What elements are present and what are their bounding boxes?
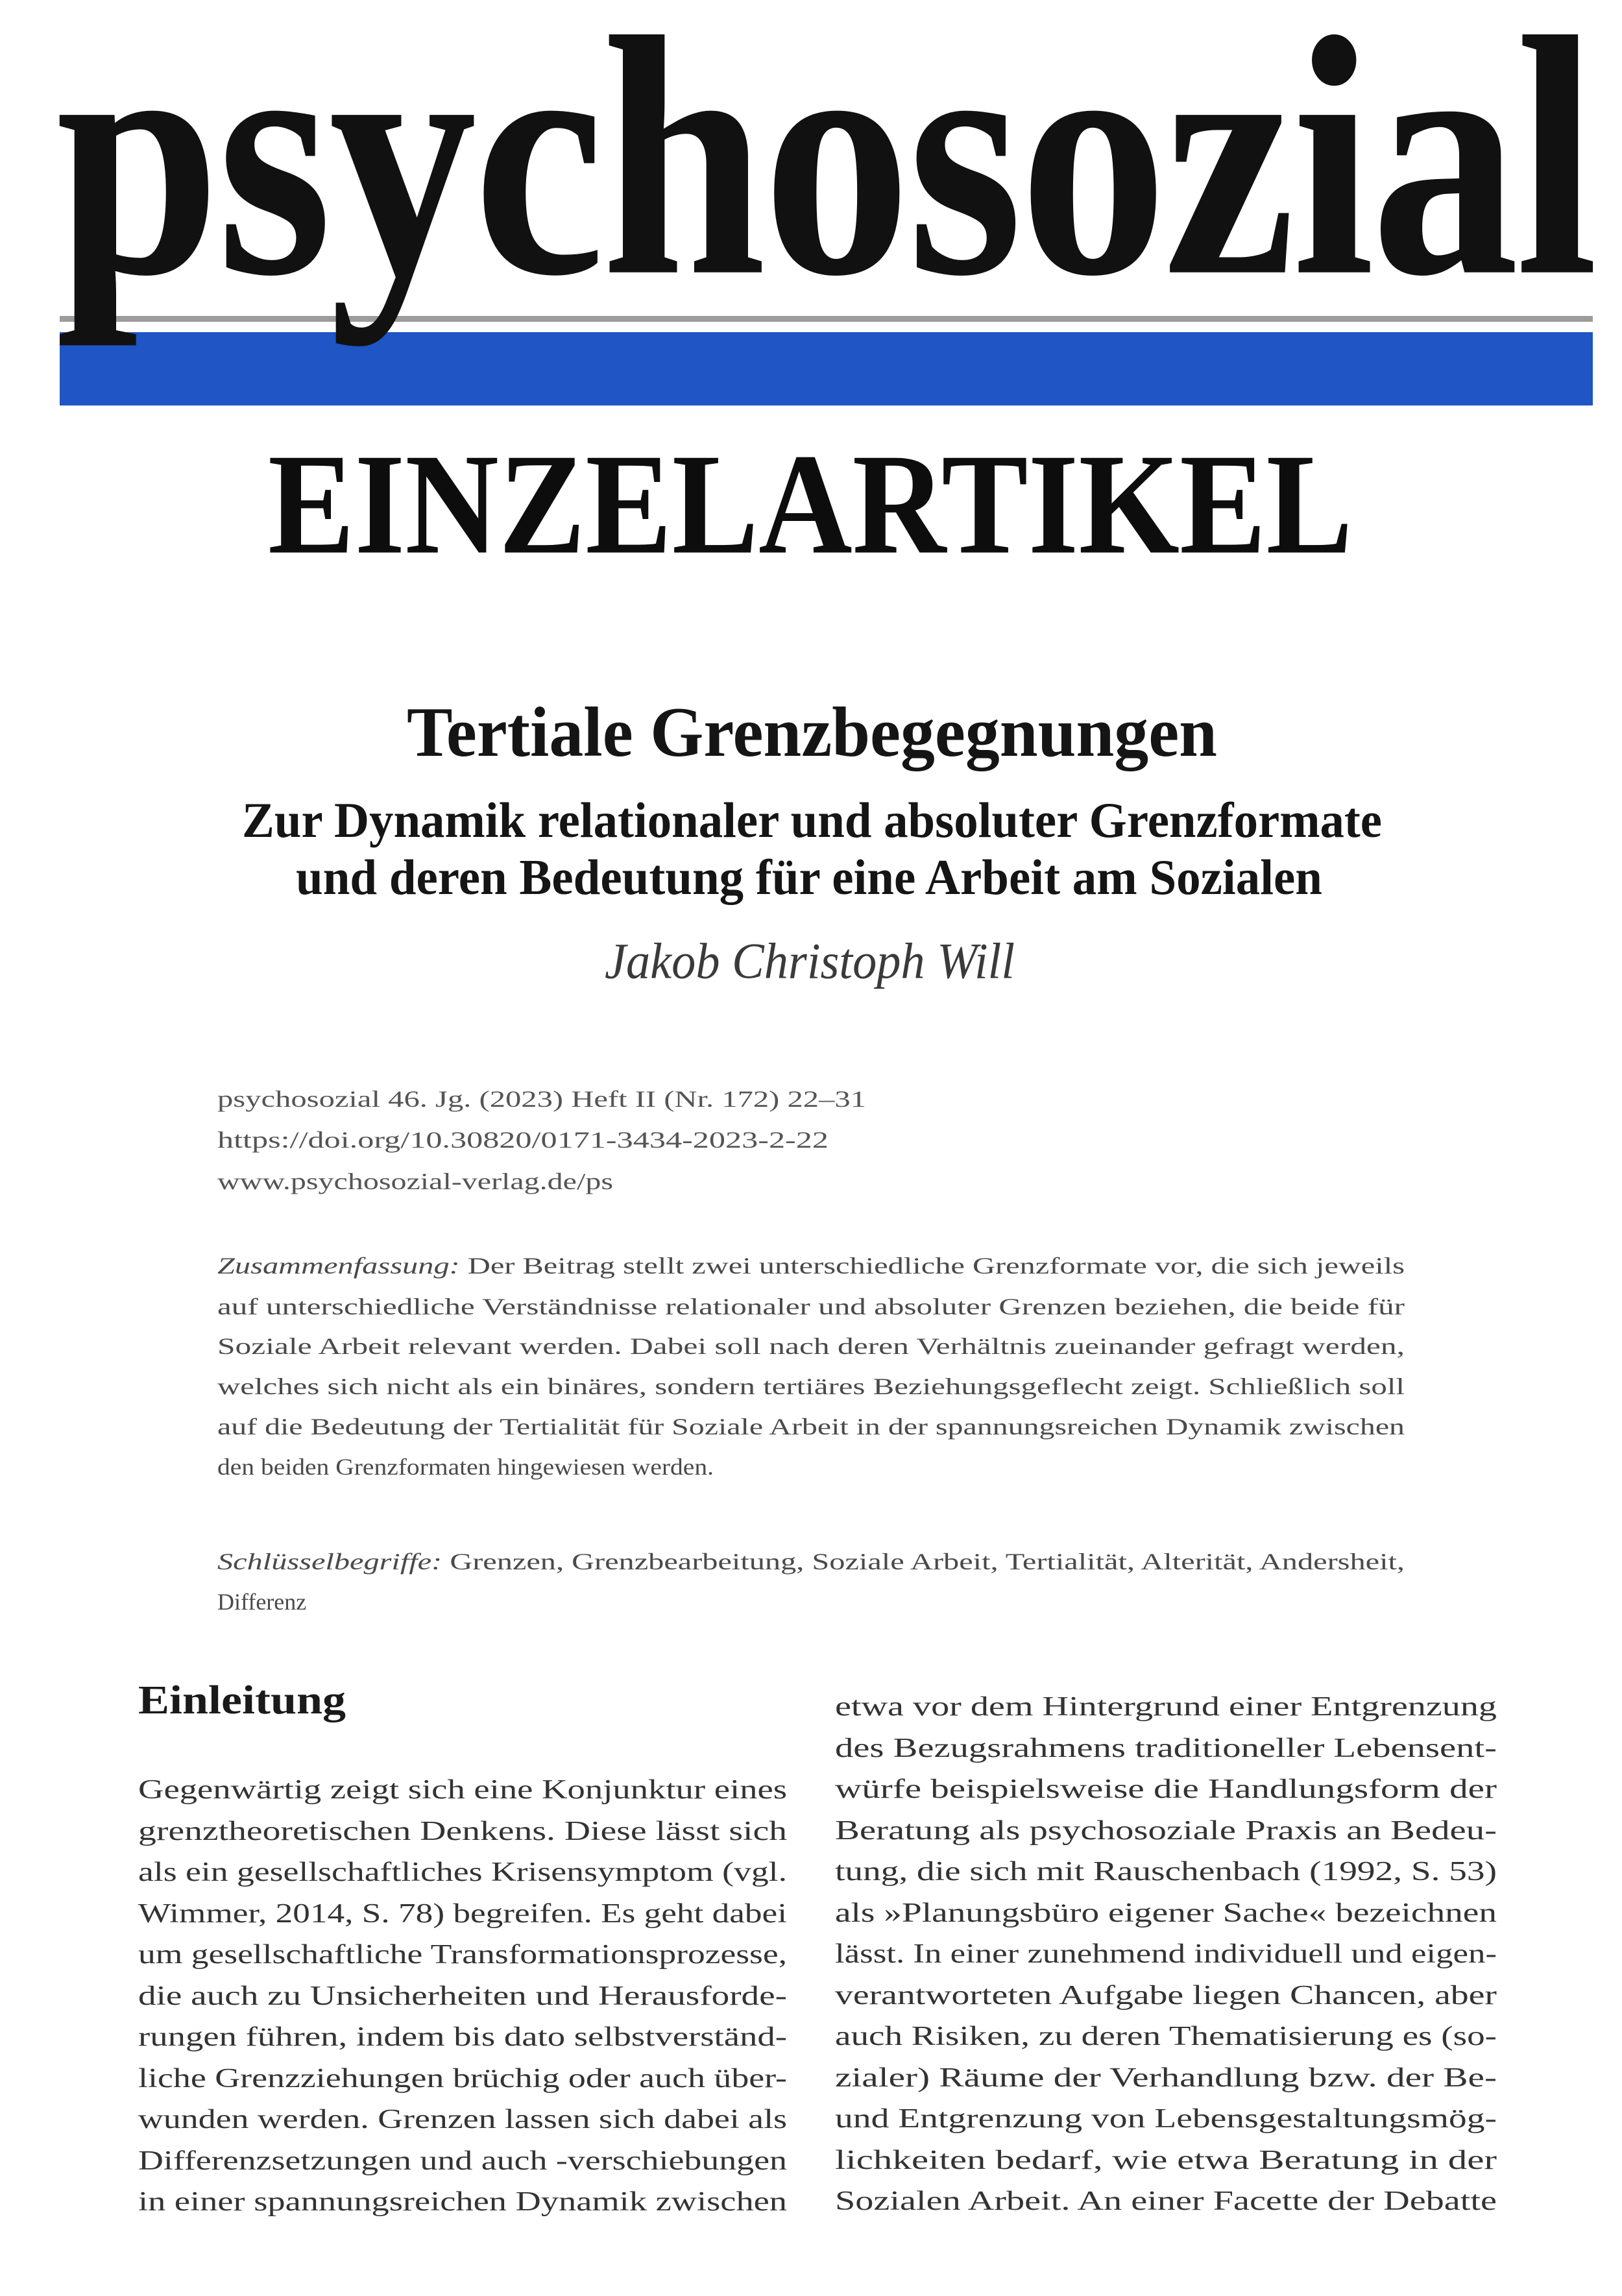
body-text: lichkeiten bedarf, wie etwa Beratung in der (835, 2145, 1497, 2175)
section-heading-text: Einleitung (138, 1678, 346, 1722)
body-text: liche Grenzziehungen brüchig oder auch über- (138, 2063, 787, 2094)
body-text: Gegenwärtig zeigt sich eine Konjunktur eines (138, 1775, 787, 1805)
keywords-text: Grenzen, Grenzbearbeitung, Soziale Arbeit, Tertialität, Alterität, Andersheit, (442, 1549, 1405, 1575)
abstract-text: auf die Bedeutung der Tertialität für Soziale Arbeit in der spannungsreichen Dynamik zwischen (217, 1414, 1405, 1440)
body-text: zialer) Räume der Verhandlung bzw. der Be- (835, 2062, 1497, 2093)
body-text-line (835, 2104, 1497, 2134)
body-text: rungen führen, indem bis dato selbstverständ- (138, 2022, 787, 2052)
body-text: Beratung als psychosoziale Praxis an Bedeu- (835, 1815, 1497, 1846)
body-text-line (835, 1898, 1497, 1928)
article-subtitle-text: Zur Dynamik relationaler und absoluter Grenzformate (242, 793, 1382, 849)
article-subtitle-line (296, 850, 1337, 906)
body-text: und Entgrenzung von Lebensgestaltungsmög- (835, 2104, 1497, 2134)
article-subtitle-line (242, 793, 1400, 849)
abstract-line (217, 1333, 1405, 1359)
kicker-text: EINZELARTIKEL (268, 424, 1353, 585)
body-text-line (835, 2145, 1497, 2175)
body-text-line (835, 1733, 1497, 1763)
body-text: auch Risiken, zu deren Thematisierung es (so- (835, 2022, 1497, 2051)
body-text-line (138, 2187, 787, 2217)
body-text-line (138, 2105, 787, 2134)
keywords-label: Schlüsselbegriffe: (217, 1549, 442, 1575)
body-text: des Bezugsrahmens traditioneller Lebensent- (835, 1733, 1497, 1763)
body-text: Sozialen Arbeit. An einer Facette der Debatte (835, 2186, 1497, 2216)
journal-logo-text: psychosozial (56, 0, 1595, 347)
body-text: um gesellschaftliche Transformationsprozesse, (138, 1940, 787, 1970)
article-title (407, 693, 1234, 772)
abstract-text: auf unterschiedliche Verständnisse relationaler und absoluter Grenzen beziehen, die beide für (217, 1294, 1405, 1320)
body-text: grenztheoretischen Denkens. Diese lässt sich (138, 1816, 787, 1846)
abstract-line (217, 1253, 1405, 1279)
abstract-label: Zusammenfassung: (217, 1253, 460, 1279)
body-text-line (138, 1816, 787, 1846)
body-text: verantworteten Aufgabe liegen Chancen, aber (835, 1980, 1497, 2011)
abstract-line (217, 1373, 1405, 1399)
body-text: die auch zu Unsicherheiten und Herausforde- (138, 1981, 787, 2011)
body-text: lässt. In einer zunehmend individuell und eigen- (835, 1939, 1497, 1969)
body-text-line (835, 1857, 1497, 1887)
article-title-text: Tertiale Grenzbegegnungen (407, 693, 1217, 772)
abstract-text: den beiden Grenzformaten hingewiesen werden. (217, 1454, 714, 1480)
body-text-line (138, 2063, 787, 2094)
citation-line (217, 1086, 866, 1112)
body-text-line (835, 2186, 1497, 2216)
website-link[interactable] (217, 1168, 613, 1194)
abstract-text: Der Beitrag stellt zwei unterschiedliche Grenzformate vor, die sich jeweils (459, 1253, 1405, 1279)
body-text-line (138, 1940, 787, 1970)
abstract-line (217, 1294, 1405, 1320)
body-text: tung, die sich mit Rauschenbach (1992, S. 53) (835, 1857, 1497, 1887)
body-text: Wimmer, 2014, S. 78) begreifen. Es geht dabei (138, 1898, 787, 1929)
body-text-line (138, 1775, 787, 1805)
body-text: würfe beispielsweise die Handlungsform der (835, 1774, 1497, 1804)
body-text: Differenzsetzungen und auch -verschiebungen (138, 2145, 787, 2176)
body-text-line (835, 1939, 1497, 1969)
body-text-line (835, 2062, 1497, 2093)
body-text-line (138, 2022, 787, 2052)
doi-text[interactable]: https://doi.org/10.30820/0171-3434-2023-2-22 (217, 1127, 829, 1153)
article-author (605, 932, 1024, 989)
body-text-line (138, 2145, 787, 2176)
body-text-line (835, 1774, 1497, 1804)
abstract-text: welches sich nicht als ein binäres, sondern tertiäres Beziehungsgeflecht zeigt. Schließlich soll (217, 1373, 1405, 1399)
kicker-label (268, 424, 1407, 585)
keywords-text: Differenz (217, 1589, 307, 1615)
website-text[interactable]: www.psychosozial-verlag.de/ps (217, 1168, 613, 1194)
body-text: wunden werden. Grenzen lassen sich dabei als (138, 2105, 787, 2134)
body-text: in einer spannungsreichen Dynamik zwischen (138, 2187, 787, 2217)
citation-text: psychosozial 46. Jg. (2023) Heft II (Nr. 172) 22–31 (217, 1086, 866, 1112)
section-heading (138, 1678, 346, 1722)
body-text-line (138, 1981, 787, 2011)
body-text: als »Planungsbüro eigener Sache« bezeichnen (835, 1898, 1497, 1928)
doi-link[interactable] (217, 1127, 829, 1153)
abstract-text: Soziale Arbeit relevant werden. Dabei soll nach deren Verhältnis zueinander gefragt werden, (217, 1333, 1405, 1359)
body-text-line (835, 2022, 1497, 2051)
body-text-line (835, 1815, 1497, 1846)
body-text-line (835, 1692, 1497, 1722)
body-text: als ein gesellschaftliches Krisensymptom (vgl. (138, 1857, 787, 1887)
abstract-line (217, 1414, 1405, 1440)
body-text-line (138, 1898, 787, 1929)
body-text-line (835, 1980, 1497, 2011)
abstract-line (217, 1454, 714, 1480)
journal-logo (56, 0, 1622, 349)
keywords-line (217, 1549, 1405, 1575)
keywords-line (217, 1590, 306, 1613)
body-text: etwa vor dem Hintergrund einer Entgrenzung (835, 1692, 1497, 1722)
article-author-text: Jakob Christoph Will (605, 932, 1015, 989)
article-subtitle-text: und deren Bedeutung für eine Arbeit am Sozialen (296, 850, 1322, 906)
body-text-line (138, 1857, 787, 1887)
